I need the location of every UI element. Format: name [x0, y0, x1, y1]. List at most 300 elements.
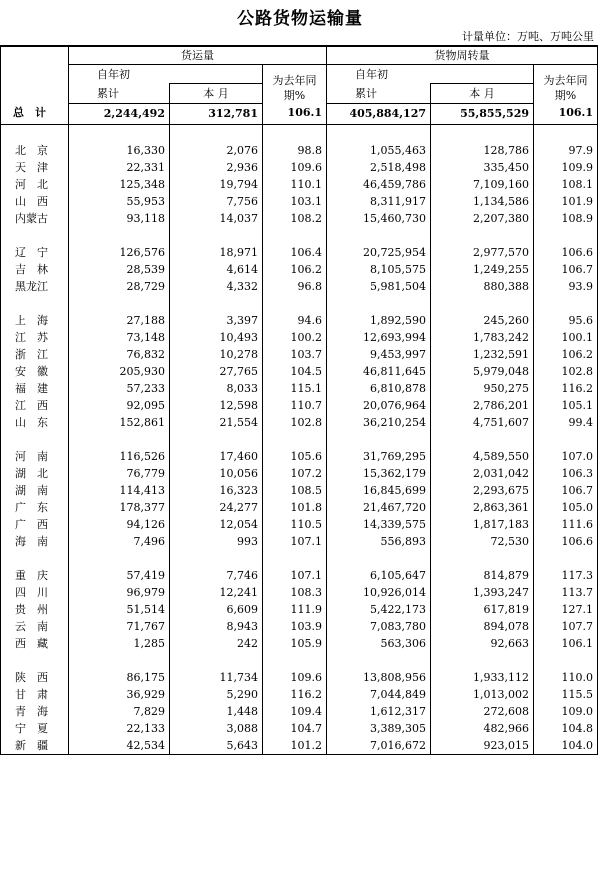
- turnover-month: 950,275: [431, 380, 534, 397]
- freight-yoy: 104.5: [263, 363, 327, 380]
- freight-yoy: 98.8: [263, 142, 327, 159]
- table-body: [1, 103, 598, 754]
- freight-yoy: 110.7: [263, 397, 327, 414]
- turnover-ytd: 36,210,254: [327, 414, 431, 431]
- turnover-yoy: 106.6: [534, 244, 598, 261]
- freight-table: [0, 45, 598, 755]
- freight-month: 5,290: [170, 686, 263, 703]
- freight-yoy: 109.6: [263, 159, 327, 176]
- spacer-cell: [170, 227, 263, 244]
- region-name: 江 苏: [1, 329, 69, 346]
- freight-yoy: 111.9: [263, 601, 327, 618]
- freight-yoy: 106.4: [263, 244, 327, 261]
- turnover-month: 1,134,586: [431, 193, 534, 210]
- freight-month: 993: [170, 533, 263, 550]
- region-name: 江 西: [1, 397, 69, 414]
- freight-ytd: 94,126: [69, 516, 170, 533]
- page-title: 公路货物运输量: [237, 9, 363, 29]
- table-row: [1, 312, 598, 329]
- turnover-ytd-header: 自年初: [327, 65, 534, 84]
- freight-month: 3,397: [170, 312, 263, 329]
- turnover-month: 2,977,570: [431, 244, 534, 261]
- freight-yoy: 108.5: [263, 482, 327, 499]
- freight-yoy: 94.6: [263, 312, 327, 329]
- freight-month: 10,056: [170, 465, 263, 482]
- table-row: [1, 448, 598, 465]
- turnover-month: 4,751,607: [431, 414, 534, 431]
- freight-yoy: 108.3: [263, 584, 327, 601]
- freight-yoy: 110.5: [263, 516, 327, 533]
- turnover-ytd: 7,083,780: [327, 618, 431, 635]
- turnover-ytd: 7,016,672: [327, 737, 431, 755]
- spacer-cell: [327, 295, 431, 312]
- freight-month-header: 本 月: [170, 84, 263, 103]
- turnover-yoy: 106.1: [534, 635, 598, 652]
- turnover-ytd: 21,467,720: [327, 499, 431, 516]
- freight-ytd: 27,188: [69, 312, 170, 329]
- spacer-row: [1, 124, 598, 142]
- spacer-cell: [431, 652, 534, 669]
- turnover-month: 1,393,247: [431, 584, 534, 601]
- turnover-month: 894,078: [431, 618, 534, 635]
- freight-month: 10,278: [170, 346, 263, 363]
- region-name: 河 北: [1, 176, 69, 193]
- turnover-yoy: 95.6: [534, 312, 598, 329]
- freight-ytd: 126,576: [69, 244, 170, 261]
- region-name: 青 海: [1, 703, 69, 720]
- turnover-yoy: 113.7: [534, 584, 598, 601]
- spacer-cell: [69, 652, 170, 669]
- turnover-yoy: 106.6: [534, 533, 598, 550]
- turnover-ytd: 1,892,590: [327, 312, 431, 329]
- region-name: 吉 林: [1, 261, 69, 278]
- total-freight-yoy: 106.1: [263, 103, 327, 124]
- freight-month: 12,598: [170, 397, 263, 414]
- spacer-cell: [534, 550, 598, 567]
- spacer-row: [1, 227, 598, 244]
- freight-ytd: 114,413: [69, 482, 170, 499]
- table-row: [1, 397, 598, 414]
- table-row: [1, 635, 598, 652]
- spacer-cell: [327, 124, 431, 142]
- table-row: [1, 686, 598, 703]
- spacer-cell: [327, 652, 431, 669]
- freight-month: 5,643: [170, 737, 263, 755]
- freight-ytd: 16,330: [69, 142, 170, 159]
- turnover-month: 72,530: [431, 533, 534, 550]
- turnover-ytd: 20,076,964: [327, 397, 431, 414]
- spacer-cell: [263, 124, 327, 142]
- turnover-yoy: 107.7: [534, 618, 598, 635]
- total-turnover-ytd: 405,884,127: [327, 103, 431, 124]
- freight-yoy: 116.2: [263, 686, 327, 703]
- freight-month: 19,794: [170, 176, 263, 193]
- region-name: 福 建: [1, 380, 69, 397]
- table-row: [1, 720, 598, 737]
- table-row: [1, 244, 598, 261]
- unit-label: 计量单位：万吨、万吨公里: [462, 30, 594, 43]
- freight-yoy: 101.2: [263, 737, 327, 755]
- freight-month: 7,756: [170, 193, 263, 210]
- total-turnover-yoy: 106.1: [534, 103, 598, 124]
- freight-yoy: 103.1: [263, 193, 327, 210]
- turnover-yoy: 104.8: [534, 720, 598, 737]
- spacer-cell: [1, 124, 69, 142]
- region-header-cell: [1, 46, 69, 103]
- freight-month: 2,076: [170, 142, 263, 159]
- spacer-cell: [431, 550, 534, 567]
- spacer-cell: [69, 431, 170, 448]
- freight-ytd: 28,729: [69, 278, 170, 295]
- region-name: 辽 宁: [1, 244, 69, 261]
- turnover-yoy: 93.9: [534, 278, 598, 295]
- spacer-cell: [534, 295, 598, 312]
- turnover-month: 482,966: [431, 720, 534, 737]
- turnover-ytd: 46,811,645: [327, 363, 431, 380]
- table-row: [1, 380, 598, 397]
- spacer-cell: [1, 550, 69, 567]
- spacer-row: [1, 550, 598, 567]
- turnover-yoy: 116.2: [534, 380, 598, 397]
- freight-ytd: 93,118: [69, 210, 170, 227]
- total-freight-month: 312,781: [170, 103, 263, 124]
- freight-ytd: 1,285: [69, 635, 170, 652]
- spacer-cell: [1, 652, 69, 669]
- freight-ytd: 42,534: [69, 737, 170, 755]
- freight-ytd: 22,133: [69, 720, 170, 737]
- turnover-yoy: 109.0: [534, 703, 598, 720]
- turnover-month: 1,232,591: [431, 346, 534, 363]
- spacer-cell: [170, 652, 263, 669]
- spacer-cell: [69, 227, 170, 244]
- turnover-ytd: 2,518,498: [327, 159, 431, 176]
- region-name: 甘 肃: [1, 686, 69, 703]
- freight-ytd: 7,496: [69, 533, 170, 550]
- turnover-month: 5,979,048: [431, 363, 534, 380]
- table-row: [1, 567, 598, 584]
- spacer-cell: [263, 431, 327, 448]
- freight-ytd: 116,526: [69, 448, 170, 465]
- turnover-yoy: 101.9: [534, 193, 598, 210]
- table-row: [1, 329, 598, 346]
- freight-ytd: 73,148: [69, 329, 170, 346]
- spacer-cell: [263, 550, 327, 567]
- region-name: 安 徽: [1, 363, 69, 380]
- turnover-yoy: 99.4: [534, 414, 598, 431]
- turnover-yoy: 109.9: [534, 159, 598, 176]
- freight-month: 8,033: [170, 380, 263, 397]
- spacer-cell: [431, 124, 534, 142]
- turnover-month: 2,293,675: [431, 482, 534, 499]
- turnover-ytd: 10,926,014: [327, 584, 431, 601]
- turnover-month: 880,388: [431, 278, 534, 295]
- spacer-row: [1, 431, 598, 448]
- freight-month: 14,037: [170, 210, 263, 227]
- region-name: 北 京: [1, 142, 69, 159]
- freight-month: 12,054: [170, 516, 263, 533]
- region-name: 湖 南: [1, 482, 69, 499]
- spacer-cell: [327, 550, 431, 567]
- freight-month: 2,936: [170, 159, 263, 176]
- freight-volume-header: 货运量: [69, 46, 327, 65]
- turnover-ytd: 13,808,956: [327, 669, 431, 686]
- turnover-ytd: 563,306: [327, 635, 431, 652]
- spacer-cell: [431, 227, 534, 244]
- spacer-cell: [534, 227, 598, 244]
- table-row: [1, 737, 598, 755]
- turnover-ytd: 15,362,179: [327, 465, 431, 482]
- table-row: [1, 465, 598, 482]
- freight-yoy: 100.2: [263, 329, 327, 346]
- turnover-month: 245,260: [431, 312, 534, 329]
- table-row: [1, 142, 598, 159]
- freight-month: 11,734: [170, 669, 263, 686]
- turnover-month: 814,879: [431, 567, 534, 584]
- freight-yoy: 110.1: [263, 176, 327, 193]
- turnover-yoy: 115.5: [534, 686, 598, 703]
- turnover-ytd: 6,810,878: [327, 380, 431, 397]
- freight-ytd: 96,979: [69, 584, 170, 601]
- spacer-cell: [534, 431, 598, 448]
- freight-month: 1,448: [170, 703, 263, 720]
- region-name: 天 津: [1, 159, 69, 176]
- freight-ytd: 55,953: [69, 193, 170, 210]
- freight-ytd: 36,929: [69, 686, 170, 703]
- spacer-cell: [327, 431, 431, 448]
- freight-month: 21,554: [170, 414, 263, 431]
- turnover-ytd: 31,769,295: [327, 448, 431, 465]
- region-name: 云 南: [1, 618, 69, 635]
- freight-ytd: 152,861: [69, 414, 170, 431]
- turnover-yoy: 105.1: [534, 397, 598, 414]
- turnover-ytd: 6,105,647: [327, 567, 431, 584]
- freight-ytd: 57,233: [69, 380, 170, 397]
- turnover-month: 4,589,550: [431, 448, 534, 465]
- freight-month: 17,460: [170, 448, 263, 465]
- table-row: [1, 414, 598, 431]
- turnover-month: 1,013,002: [431, 686, 534, 703]
- freight-month: 6,609: [170, 601, 263, 618]
- table-row: [1, 516, 598, 533]
- region-name: 黑龙江: [1, 278, 69, 295]
- table-row: [1, 601, 598, 618]
- freight-yoy: 108.2: [263, 210, 327, 227]
- region-name: 西 藏: [1, 635, 69, 652]
- turnover-yoy: 106.3: [534, 465, 598, 482]
- turnover-yoy: 108.1: [534, 176, 598, 193]
- freight-ytd: 28,539: [69, 261, 170, 278]
- turnover-ytd: 16,845,699: [327, 482, 431, 499]
- turnover-yoy: 117.3: [534, 567, 598, 584]
- freight-yoy: 101.8: [263, 499, 327, 516]
- freight-ytd: 22,331: [69, 159, 170, 176]
- table-row: [1, 176, 598, 193]
- turnover-header: 货物周转量: [327, 46, 598, 65]
- freight-yoy: 103.9: [263, 618, 327, 635]
- freight-yoy: 109.4: [263, 703, 327, 720]
- freight-ytd-header: 自年初: [69, 65, 263, 84]
- freight-yoy: 106.2: [263, 261, 327, 278]
- region-name: 宁 夏: [1, 720, 69, 737]
- spacer-row: [1, 652, 598, 669]
- region-name: 广 西: [1, 516, 69, 533]
- region-name: 贵 州: [1, 601, 69, 618]
- freight-ytd: 57,419: [69, 567, 170, 584]
- region-name: 广 东: [1, 499, 69, 516]
- freight-yoy: 102.8: [263, 414, 327, 431]
- spacer-cell: [170, 295, 263, 312]
- freight-ytd: 7,829: [69, 703, 170, 720]
- turnover-month: 7,109,160: [431, 176, 534, 193]
- turnover-yoy: 106.2: [534, 346, 598, 363]
- freight-ytd: 86,175: [69, 669, 170, 686]
- freight-yoy: 115.1: [263, 380, 327, 397]
- turnover-ytd: 1,055,463: [327, 142, 431, 159]
- region-name: 陕 西: [1, 669, 69, 686]
- turnover-cumulative-header: 累计: [327, 84, 431, 103]
- spacer-cell: [534, 124, 598, 142]
- region-name: 新 疆: [1, 737, 69, 755]
- turnover-month: 335,450: [431, 159, 534, 176]
- table-row: [1, 703, 598, 720]
- table-row: [1, 482, 598, 499]
- turnover-month: 1,933,112: [431, 669, 534, 686]
- freight-ytd: 71,767: [69, 618, 170, 635]
- turnover-ytd: 1,612,317: [327, 703, 431, 720]
- turnover-month: 2,031,042: [431, 465, 534, 482]
- region-name: 内蒙古: [1, 210, 69, 227]
- freight-month: 4,332: [170, 278, 263, 295]
- table-row: [1, 159, 598, 176]
- region-name: 上 海: [1, 312, 69, 329]
- turnover-yoy-header: 为去年同期%: [534, 65, 598, 104]
- freight-month: 27,765: [170, 363, 263, 380]
- region-name: 海 南: [1, 533, 69, 550]
- turnover-ytd: 8,105,575: [327, 261, 431, 278]
- freight-yoy-header: 为去年同期%: [263, 65, 327, 104]
- total-freight-ytd: 2,244,492: [69, 103, 170, 124]
- turnover-ytd: 20,725,954: [327, 244, 431, 261]
- freight-month: 4,614: [170, 261, 263, 278]
- region-name: 河 南: [1, 448, 69, 465]
- region-name: 重 庆: [1, 567, 69, 584]
- spacer-row: [1, 295, 598, 312]
- table-header: [1, 46, 598, 103]
- table-row: [1, 363, 598, 380]
- freight-cumulative-header: 累计: [69, 84, 170, 103]
- spacer-cell: [327, 227, 431, 244]
- turnover-ytd: 46,459,786: [327, 176, 431, 193]
- table-row: [1, 533, 598, 550]
- spacer-cell: [170, 431, 263, 448]
- table-row: [1, 499, 598, 516]
- spacer-cell: [534, 652, 598, 669]
- freight-month: 242: [170, 635, 263, 652]
- spacer-cell: [170, 550, 263, 567]
- spacer-cell: [69, 550, 170, 567]
- turnover-month: 128,786: [431, 142, 534, 159]
- table-row: [1, 278, 598, 295]
- freight-ytd: 76,779: [69, 465, 170, 482]
- turnover-yoy: 100.1: [534, 329, 598, 346]
- spacer-cell: [263, 652, 327, 669]
- region-name: 浙 江: [1, 346, 69, 363]
- freight-month: 10,493: [170, 329, 263, 346]
- turnover-yoy: 127.1: [534, 601, 598, 618]
- turnover-month: 617,819: [431, 601, 534, 618]
- freight-yoy: 96.8: [263, 278, 327, 295]
- freight-month: 12,241: [170, 584, 263, 601]
- region-name: 湖 北: [1, 465, 69, 482]
- table-row: [1, 193, 598, 210]
- freight-month: 8,943: [170, 618, 263, 635]
- turnover-yoy: 111.6: [534, 516, 598, 533]
- turnover-month: 923,015: [431, 737, 534, 755]
- turnover-month: 1,817,183: [431, 516, 534, 533]
- freight-yoy: 103.7: [263, 346, 327, 363]
- freight-yoy: 105.6: [263, 448, 327, 465]
- freight-yoy: 107.2: [263, 465, 327, 482]
- turnover-ytd: 556,893: [327, 533, 431, 550]
- freight-yoy: 104.7: [263, 720, 327, 737]
- turnover-yoy: 108.9: [534, 210, 598, 227]
- total-region: 总 计: [1, 103, 69, 124]
- turnover-ytd: 5,422,173: [327, 601, 431, 618]
- turnover-yoy: 106.7: [534, 261, 598, 278]
- turnover-ytd: 8,311,917: [327, 193, 431, 210]
- table-row: [1, 669, 598, 686]
- turnover-ytd: 9,453,997: [327, 346, 431, 363]
- spacer-cell: [431, 431, 534, 448]
- table-row: [1, 618, 598, 635]
- freight-yoy: 105.9: [263, 635, 327, 652]
- turnover-month: 1,249,255: [431, 261, 534, 278]
- turnover-yoy: 104.0: [534, 737, 598, 755]
- turnover-month: 2,786,201: [431, 397, 534, 414]
- spacer-cell: [69, 295, 170, 312]
- spacer-cell: [1, 227, 69, 244]
- spacer-cell: [1, 295, 69, 312]
- freight-month: 7,746: [170, 567, 263, 584]
- freight-ytd: 205,930: [69, 363, 170, 380]
- spacer-cell: [1, 431, 69, 448]
- freight-yoy: 107.1: [263, 567, 327, 584]
- turnover-month: 2,863,361: [431, 499, 534, 516]
- region-name: 山 西: [1, 193, 69, 210]
- spacer-cell: [170, 124, 263, 142]
- table-row: [1, 210, 598, 227]
- turnover-ytd: 3,389,305: [327, 720, 431, 737]
- freight-ytd: 178,377: [69, 499, 170, 516]
- turnover-ytd: 14,339,575: [327, 516, 431, 533]
- spacer-cell: [69, 124, 170, 142]
- freight-month: 16,323: [170, 482, 263, 499]
- table-row: [1, 261, 598, 278]
- turnover-yoy: 107.0: [534, 448, 598, 465]
- freight-ytd: 76,832: [69, 346, 170, 363]
- turnover-month: 272,608: [431, 703, 534, 720]
- turnover-ytd: 5,981,504: [327, 278, 431, 295]
- turnover-yoy: 106.7: [534, 482, 598, 499]
- turnover-ytd: 7,044,849: [327, 686, 431, 703]
- freight-ytd: 51,514: [69, 601, 170, 618]
- spacer-cell: [431, 295, 534, 312]
- freight-month: 18,971: [170, 244, 263, 261]
- table-row: [1, 584, 598, 601]
- freight-month: 3,088: [170, 720, 263, 737]
- total-row: [1, 103, 598, 124]
- freight-month: 24,277: [170, 499, 263, 516]
